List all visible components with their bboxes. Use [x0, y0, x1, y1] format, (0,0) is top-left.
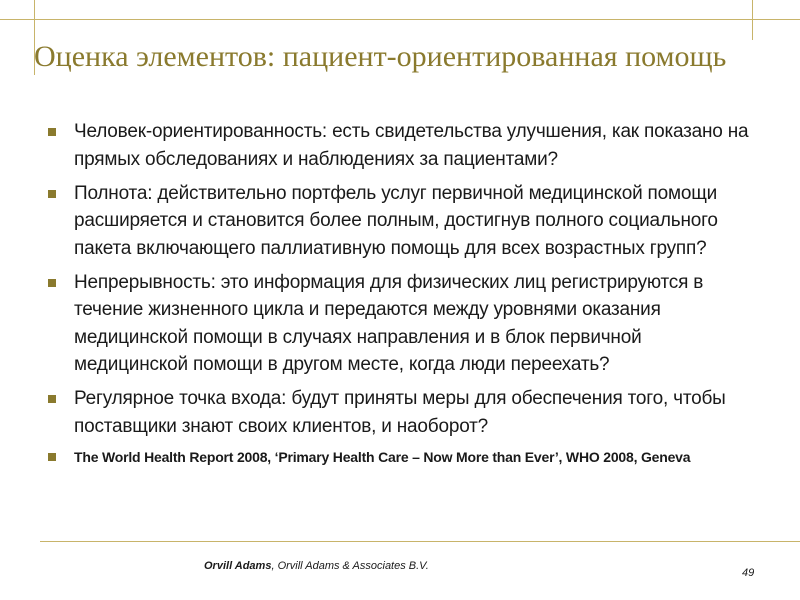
- bullet-item: [48, 180, 758, 263]
- bullet-item: [48, 269, 758, 379]
- bullet-text: Полнота: действительно портфель услуг первичной медицинской помощи расширяется и становится более полным, достигнув полного социального пакета включающего паллиативную помощь для всех возрастных групп?: [74, 182, 718, 259]
- bullet-item: [48, 118, 758, 173]
- square-bullet-icon: [48, 279, 56, 287]
- footer-author: Orvill Adams: [204, 560, 272, 572]
- square-bullet-icon: [48, 395, 56, 403]
- square-bullet-icon: [48, 128, 56, 136]
- reference-item: [48, 447, 758, 467]
- footer-credit: [204, 560, 429, 572]
- bullet-text: Регулярное точка входа: будут приняты меры для обеспечения того, чтобы поставщики знают своих клиентов, и наоборот?: [74, 388, 726, 437]
- square-bullet-icon: [48, 453, 56, 461]
- bullet-text: Непрерывность: это информация для физических лиц регистрируются в течение жизненного цикла и передаются между уровнями оказания медицинской помощи в случаях направления и в блок первичной медицинской помощи в другом месте, когда люди переехать?: [74, 271, 704, 375]
- bullet-item: [48, 385, 758, 440]
- square-bullet-icon: [48, 190, 56, 198]
- bullet-text: Человек-ориентированность: есть свидетельства улучшения, как показано на прямых обследованиях и наблюдениях за пациентами?: [74, 121, 749, 170]
- bottom-rule: [40, 541, 800, 542]
- page-number: 49: [742, 567, 755, 579]
- top-rule: [0, 19, 800, 20]
- bullet-list: [48, 118, 758, 473]
- slide-title: Оценка элементов: пациент-ориентированная помощь: [34, 40, 727, 73]
- footer-affiliation: , Orvill Adams & Associates B.V.: [271, 560, 429, 572]
- reference-text: The World Health Report 2008, ‘Primary Health Care – Now More than Ever’, WHO 2008, Geneva: [74, 448, 691, 465]
